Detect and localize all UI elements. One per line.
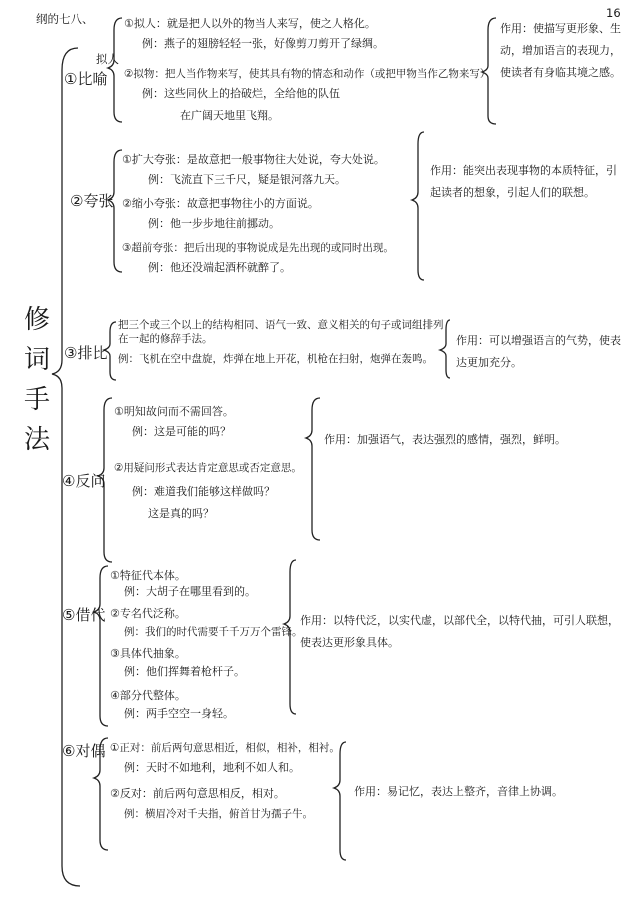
jiedai-item-1-head: ①特征代本体。	[110, 569, 186, 582]
kuazhang-effect: 作用：能突出表现事物的本质特征，引起读者的想象，引起人们的联想。	[430, 164, 617, 199]
jiedai-label: ⑤借代	[62, 606, 106, 624]
duiou-effect-bracket	[334, 742, 346, 860]
duiou-item-2-example: 例：横眉冷对千夫指，俯首甘为孺子牛。	[124, 808, 313, 820]
kuazhang-item-3-example: 例：他还没端起酒杯就醉了。	[148, 261, 291, 274]
fanwen-item-1-head: ①明知故问而不需回答。	[114, 405, 234, 418]
biyu-item-1-head: ①拟人：就是把人以外的物当人来写，使之人格化。	[124, 17, 376, 30]
kuazhang-item-2-head: ②缩小夸张：故意把事物往小的方面说。	[122, 197, 319, 210]
biyu-brace	[108, 18, 122, 122]
biyu-effect: 作用：使描写更形象、生动，增加语言的表现力，使读者有身临其境之感。	[500, 22, 621, 79]
main-title	[20, 300, 54, 460]
duiou-item-1-example: 例：天时不如地利，地利不如人和。	[124, 761, 300, 774]
fanwen-item-2-head: ②用疑问形式表达肯定意思或否定意思。	[114, 462, 302, 474]
kuazhang-item-3-head: ③超前夸张：把后出现的事物说成是先出现的或同时出现。	[122, 242, 394, 254]
fanwen-item-2-example2: 这是真的吗？	[148, 507, 214, 520]
kuazhang-effect-bracket	[412, 132, 424, 280]
biyu-item-2-example: 例：这些同伙上的拾破烂，全给他的队伍	[142, 87, 340, 100]
jiedai-item-3-head: ③具体代抽象。	[110, 647, 186, 660]
jiedai-brace	[94, 566, 108, 726]
page-number: 16	[606, 6, 621, 20]
kuazhang-item-1-example: 例：飞流直下三千尺，疑是银河落九天。	[148, 173, 346, 186]
biyu-item-1-example: 例：燕子的翅膀轻轻一张，好像剪刀剪开了绿绸。	[142, 37, 384, 50]
kuazhang-brace	[108, 150, 122, 272]
duiou-label: ⑥对偶	[62, 742, 106, 760]
title-char: 法	[23, 425, 50, 455]
jiedai-item-1-example: 例：大胡子在哪里看到的。	[124, 585, 256, 598]
duiou-item-2-head: ②反对：前后两句意思相反，相对。	[110, 787, 285, 800]
kuazhang-item-1-head: ①扩大夸张：是故意把一般事物往大处说，夸大处说。	[122, 153, 385, 166]
title-char: 手	[23, 385, 50, 415]
jiedai-item-2-example: 例：我们的时代需要千千万万个雷锋。	[124, 626, 303, 638]
biyu-item-2-example2: 在广阔天地里飞翔。	[180, 109, 279, 122]
biyu-top-mark: 拟人	[96, 52, 119, 66]
duiou-effect: 作用：易记忆，表达上整齐，音律上协调。	[354, 785, 563, 798]
duiou-item-1-head: ①正对：前后两句意思相近，相似，相补，相衬。	[110, 742, 340, 754]
fanwen-label: ④反问	[62, 472, 106, 490]
jiedai-effect: 作用：以特代泛，以实代虚，以部代全，以特代抽，可引人联想，使表达更形象具体。	[300, 614, 619, 649]
paibi-label: ③排比	[64, 344, 108, 362]
jiedai-item-4-head: ④部分代整体。	[110, 689, 186, 702]
fanwen-item-1-example: 例：这是可能的吗？	[132, 425, 231, 438]
fanwen-item-2-example: 例：难道我们能够这样做吗？	[132, 485, 275, 498]
biyu-item-2-head: ②拟物：把人当作物来写，使其具有物的情态和动作（或把甲物当作乙物来写）	[124, 68, 491, 80]
jiedai-item-3-example: 例：他们挥舞着枪杆子。	[124, 665, 245, 678]
title-char: 修	[23, 305, 50, 335]
fanwen-effect: 作用：加强语气，表达强烈的感情，强烈，鲜明。	[324, 433, 566, 446]
biyu-label: ①比喻	[64, 70, 108, 88]
kuazhang-label: ②夸张	[70, 192, 114, 210]
lesson-label: 纲的七八、	[36, 12, 94, 26]
jiedai-item-4-example: 例：两手空空一身轻。	[124, 707, 234, 720]
fanwen-effect-bracket	[306, 398, 320, 540]
kuazhang-item-2-example: 例：他一步步地往前挪动。	[148, 217, 280, 230]
jiedai-item-2-head: ②专名代泛称。	[110, 607, 186, 620]
title-char: 词	[23, 345, 50, 375]
paibi-item-1-head: 把三个或三个以上的结构相同、语气一致、意义相关的句子或词组排列在一起的修辞手法。	[118, 319, 444, 345]
paibi-effect: 作用：可以增强语言的气势，使表达更加充分。	[456, 334, 621, 369]
paibi-item-1-example: 例：飞机在空中盘旋，炸弹在地上开花，机枪在扫射，炮弹在轰鸣。	[118, 353, 433, 365]
